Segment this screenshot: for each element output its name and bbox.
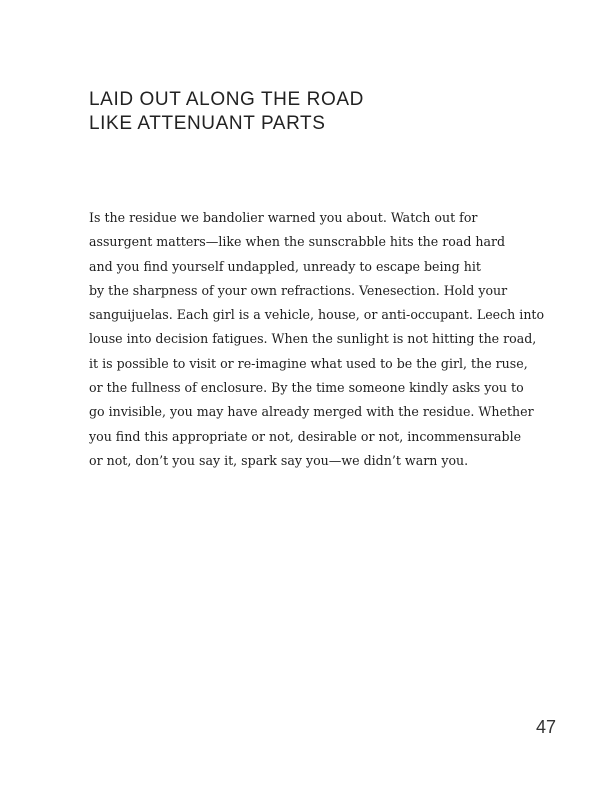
poem-line: or not, don’t you say it, spark say you—we didn’t warn you. bbox=[89, 452, 469, 468]
poem-line: go invisible, you may have already merged with the residue. Whether bbox=[89, 404, 534, 420]
poem-title-line-2: LIKE ATTENUANT PARTS bbox=[89, 113, 326, 134]
poem-title-line-1: LAID OUT ALONG THE ROAD bbox=[89, 89, 364, 110]
poem-line: sanguijuelas. Each girl is a vehicle, house, or anti-occupant. Leech into bbox=[89, 307, 545, 323]
poem-line: and you find yourself undappled, unready to escape being hit bbox=[89, 258, 481, 274]
poem-body bbox=[89, 206, 559, 473]
poem-line: by the sharpness of your own refractions. Venesection. Hold your bbox=[89, 282, 508, 298]
poem-line: Is the residue we bandolier warned you about. Watch out for bbox=[89, 210, 478, 225]
page-number: 47 bbox=[535, 717, 556, 737]
poem-line: you find this appropriate or not, desirable or not, incommensurable bbox=[89, 428, 522, 444]
poem-line: or the fullness of enclosure. By the time someone kindly asks you to bbox=[89, 380, 524, 396]
poem-title bbox=[89, 88, 364, 136]
poem-line: assurgent matters—like when the sunscrabble hits the road hard bbox=[89, 234, 506, 250]
poem-line: it is possible to visit or re-imagine what used to be the girl, the ruse, bbox=[89, 355, 528, 371]
poem-line: louse into decision fatigues. When the sunlight is not hitting the road, bbox=[89, 331, 537, 347]
